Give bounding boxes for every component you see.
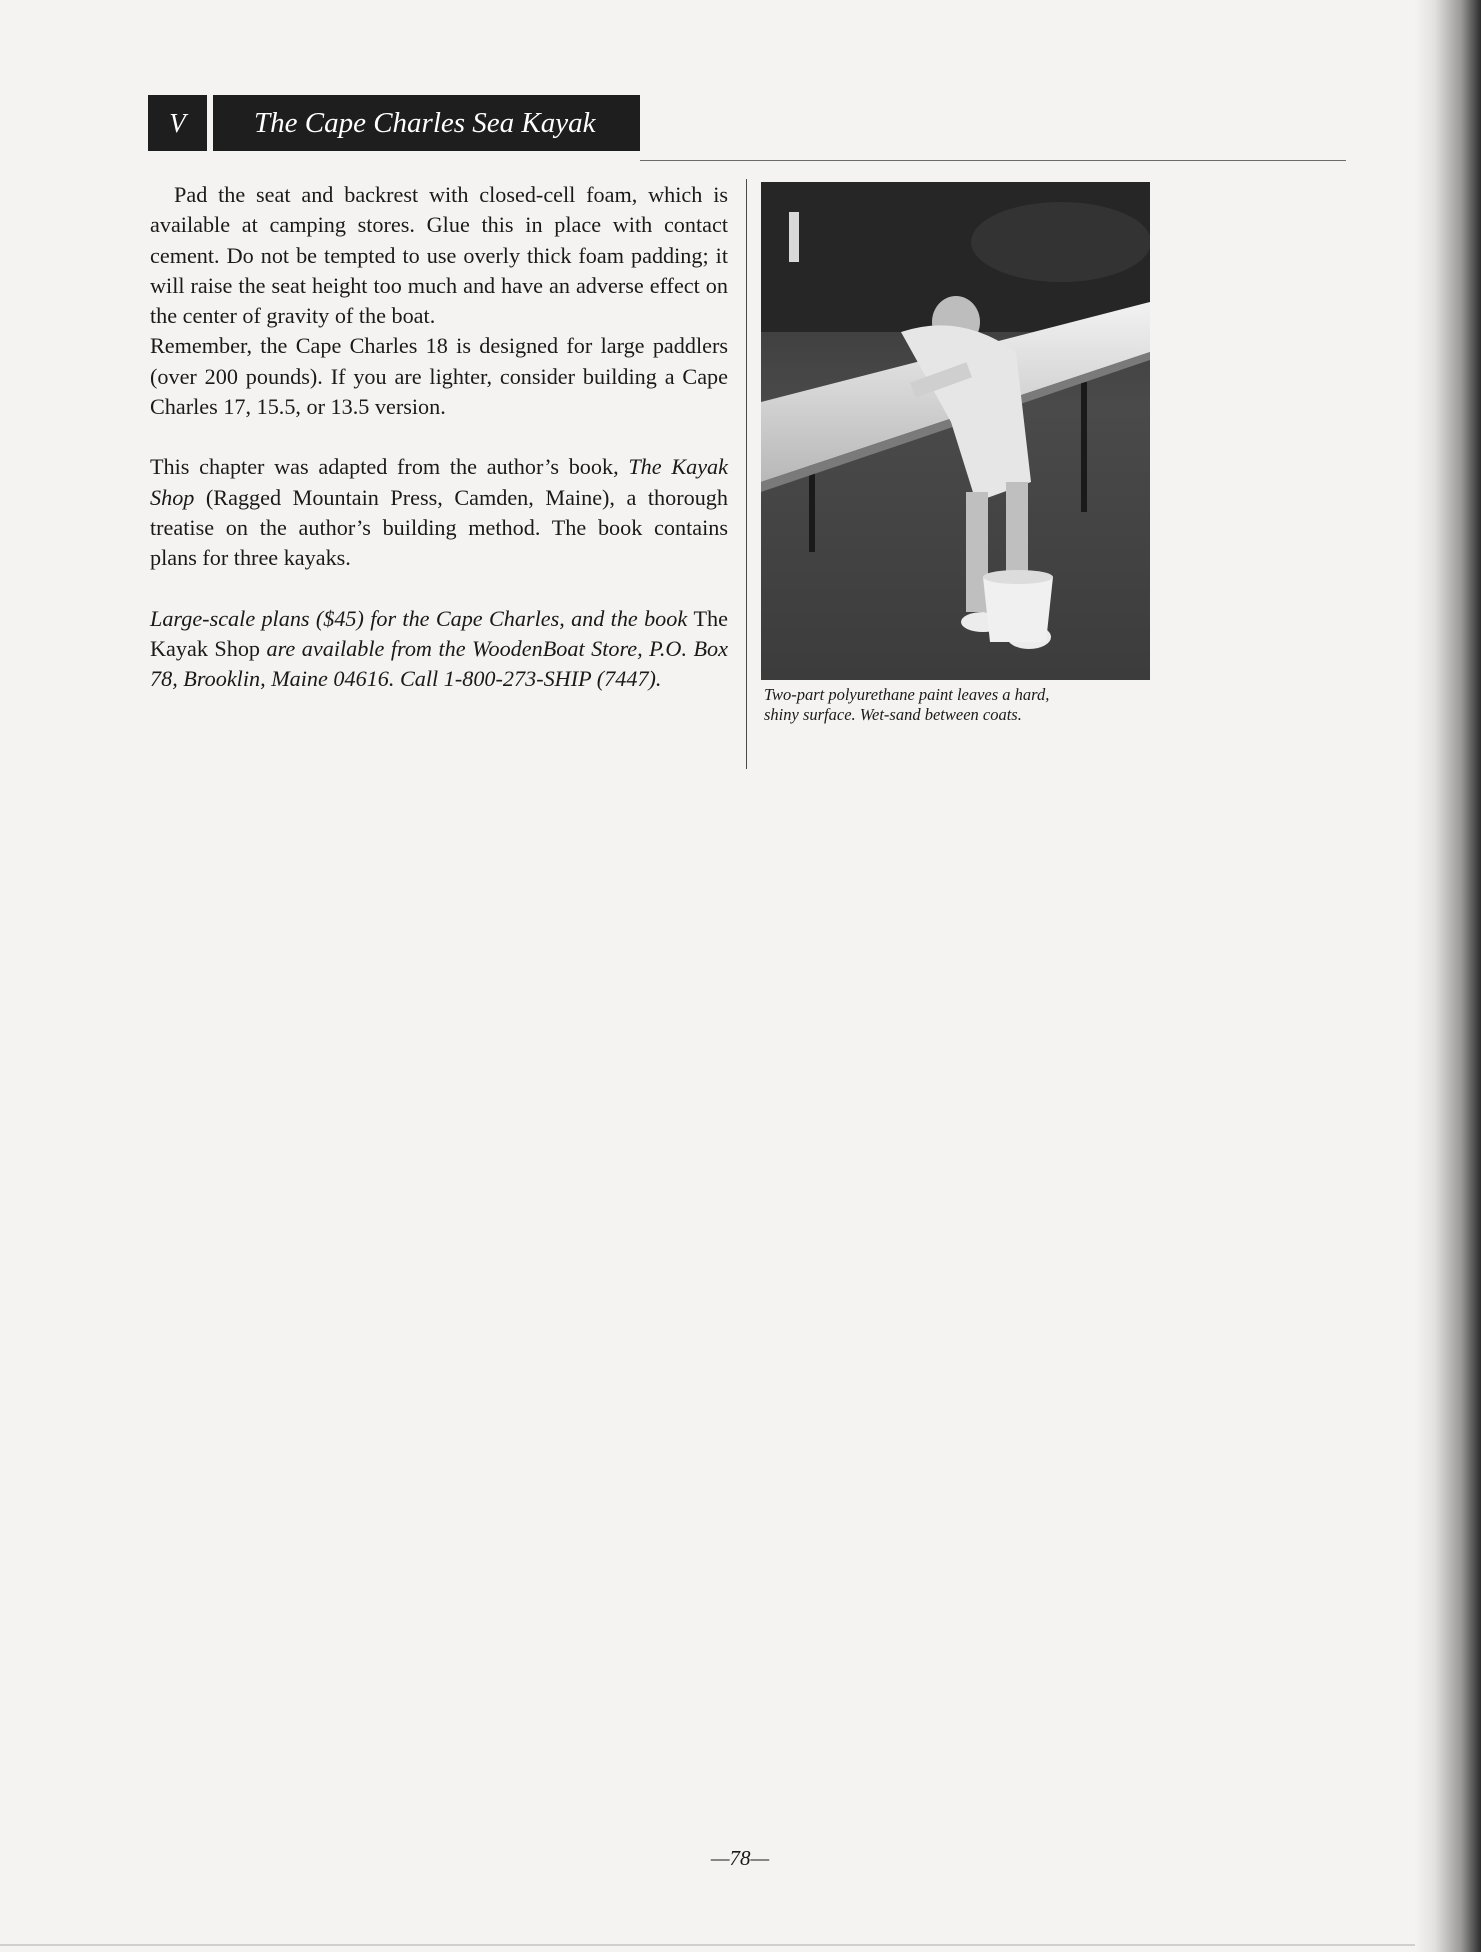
bottom-edge-line [0, 1944, 1415, 1946]
paragraph-adaptation-note [150, 452, 728, 573]
adaptation-text-start: This chapter was adapted from the author’s book, [150, 454, 629, 480]
plans-book-title: The Kayak Shop [150, 605, 728, 661]
photo-caption [764, 685, 1184, 725]
paragraph-plans-info [150, 604, 728, 695]
paragraph-seat-padding: Pad the seat and backrest with closed-cell foam, which is available at camping stores. Glue this in place with contact cement. Do not be tempted to use overly thick foam padding; it will raise the seat height too much and have an adverse effect on the center of gravity of the boat. [150, 182, 728, 329]
caption-line-2: shiny surface. Wet-sand between coats. [764, 705, 1022, 724]
page-edge-shadow [1415, 0, 1481, 1952]
chapter-title: The Cape Charles Sea Kayak [213, 95, 640, 151]
kayak-painting-photo [761, 182, 1150, 680]
book-title: The Kayak Shop [150, 454, 728, 510]
column-divider [746, 179, 747, 769]
paragraph-paddler-size: Remember, the Cape Charles 18 is designed for large paddlers (over 200 pounds). If you are lighter, consider building a Cape Charles 17, 15.5, or 13.5 version. [150, 333, 728, 420]
plans-text-start: Large-scale plans ($45) for the Cape Charles, and the book [150, 605, 694, 631]
plans-text-end: are available from the WoodenBoat Store, P.O. Box 78, Brooklin, Maine 04616. Call 1-800-273-SHIP (7447). [150, 635, 728, 692]
adaptation-text-end: (Ragged Mountain Press, Camden, Maine), a thorough treatise on the author’s building method. The book contains plans for three kayaks. [150, 484, 728, 571]
header-rule [640, 160, 1346, 161]
caption-line-1: Two-part polyurethane paint leaves a hard, [764, 685, 1050, 704]
page-number: —78— [710, 1846, 770, 1870]
left-text-column [150, 180, 728, 694]
chapter-number: V [148, 95, 207, 151]
